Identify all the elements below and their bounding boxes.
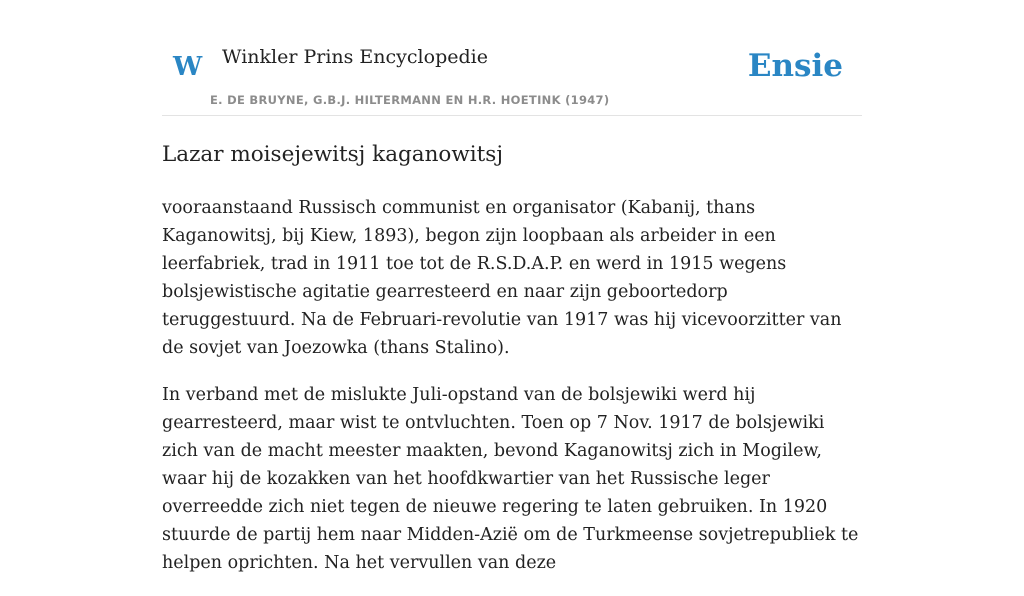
article-paragraph: In verband met de mislukte Juli-opstand van de bolsjewiki werd hij gearresteerd, maar wist te ontvluchten. Toen op 7 Nov. 1917 de bolsjewiki zich van de macht meester maakten, bevond Kaganowitsj zich in Mogilew, waar hij de kozakken van het hoofdkwartier van het Russische leger overreedde zich niet tegen de nieuwe regering te laten gebruiken. In 1920 stuurde de partij hem naar Midden-Azië om de Turkmeense sovjetrepubliek te helpen oprichten. Na het vervullen van deze [162,385,859,573]
article-body [162,194,862,577]
publication-authors: E. DE BRUYNE, G.B.J. HILTERMANN EN H.R. HOETINK (1947) [210,93,610,107]
publication-title[interactable]: Winkler Prins Encyclopedie [222,46,488,68]
article-title: Lazar moisejewitsj kaganowitsj [162,142,503,167]
article-paragraph: vooraanstaand Russisch communist en organisator (Kabanij, thans Kaganowitsj, bij Kiew, 1893), begon zijn loopbaan als arbeider in een leerfabriek, trad in 1911 toe tot de R.S.D.A.P. en werd in 1915 wegens bolsjewistische agitatie gearresteerd en naar zijn geboortedorp teruggestuurd. Na de Februari-revolutie van 1917 was hij vicevoorzitter van de sovjet van Joezowka (thans Stalino). [162,198,842,358]
publication-logo[interactable]: W [173,52,203,82]
ensie-logo[interactable]: Ensie [747,48,843,84]
article [162,140,862,596]
site-header [162,40,862,116]
